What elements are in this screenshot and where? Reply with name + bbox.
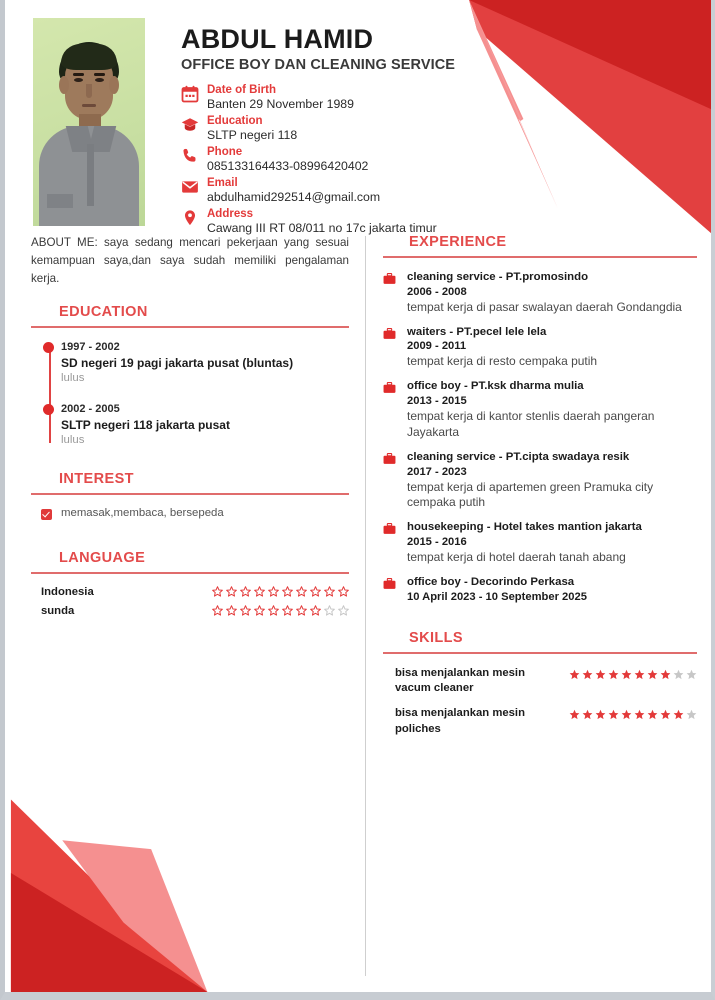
section-title-education: EDUCATION bbox=[59, 303, 148, 320]
contact-label: Phone bbox=[207, 146, 243, 159]
about-me-text: ABOUT ME: saya sedang mencari pekerjaan yang sesuai kemampuan saya,dan saya sudah memiliki pengalaman kerja. bbox=[31, 236, 349, 285]
education-item bbox=[61, 402, 349, 448]
experience-date: 10 April 2023 - 10 September 2025 bbox=[407, 590, 587, 603]
experience-title: waiters - PT.pecel lele lela bbox=[407, 325, 547, 338]
experience-item bbox=[383, 325, 697, 371]
section-rule bbox=[383, 652, 697, 654]
interest-label: memasak,membaca, bersepeda bbox=[61, 506, 224, 519]
experience-item bbox=[383, 520, 697, 566]
experience-desc: tempat kerja di kantor stenlis daerah pangeran Jayakarta bbox=[407, 409, 655, 439]
timeline-dot-icon bbox=[43, 342, 54, 353]
calendar-icon bbox=[181, 85, 199, 103]
experience-item bbox=[383, 270, 697, 316]
contact-label: Address bbox=[207, 208, 254, 221]
experience-date: 2017 - 2023 bbox=[407, 465, 467, 478]
experience-title: housekeeping - Hotel takes mantion jakarta bbox=[407, 521, 642, 534]
experience-date: 2006 - 2008 bbox=[407, 285, 467, 298]
language-row bbox=[31, 586, 349, 598]
experience-title: cleaning service - PT.cipta swadaya resik bbox=[407, 450, 630, 463]
deco-triangle-bottom-light bbox=[62, 840, 207, 992]
header bbox=[33, 12, 693, 236]
skill-name: bisa menjalankan mesin vacum cleaner bbox=[395, 666, 525, 695]
checkbox-icon bbox=[41, 509, 52, 520]
section-title-experience: EXPERIENCE bbox=[409, 234, 507, 250]
phone-icon bbox=[181, 147, 199, 165]
education-note: lulus bbox=[61, 434, 85, 447]
section-rule bbox=[31, 572, 349, 574]
experience-date: 2015 - 2016 bbox=[407, 536, 467, 549]
timeline-dot-icon bbox=[43, 404, 54, 415]
skills-section bbox=[383, 630, 697, 737]
language-section bbox=[31, 550, 349, 617]
skill-rating bbox=[569, 709, 697, 720]
language-row bbox=[31, 605, 349, 617]
education-date: 2002 - 2005 bbox=[61, 403, 120, 416]
experience-date: 2009 - 2011 bbox=[407, 340, 467, 353]
contact-value: Cawang III RT 08/011 no 17c jakarta timur bbox=[207, 221, 437, 236]
experience-title: office boy - Decorindo Perkasa bbox=[407, 575, 575, 588]
section-rule bbox=[383, 256, 697, 258]
education-note: lulus bbox=[61, 371, 85, 384]
experience-section bbox=[383, 234, 697, 604]
envelope-icon bbox=[181, 178, 199, 196]
location-pin-icon bbox=[181, 209, 199, 227]
contact-value: Banten 29 November 1989 bbox=[207, 97, 354, 112]
experience-desc: tempat kerja di apartemen green Pramuka city cempaka putih bbox=[407, 479, 654, 510]
briefcase-icon bbox=[383, 452, 396, 464]
briefcase-icon bbox=[383, 522, 396, 534]
job-title: OFFICE BOY DAN CLEANING SERVICE bbox=[181, 57, 456, 74]
section-title-language: LANGUAGE bbox=[59, 549, 146, 566]
page-title: ABDUL HAMID bbox=[181, 24, 374, 54]
deco-triangle-bottom-dark bbox=[11, 873, 207, 992]
section-rule bbox=[31, 493, 349, 495]
briefcase-icon bbox=[383, 577, 396, 589]
experience-item bbox=[383, 575, 697, 604]
contact-label: Date of Birth bbox=[207, 84, 276, 97]
contact-row-phone bbox=[181, 146, 561, 176]
language-name: sunda bbox=[41, 604, 75, 617]
left-column bbox=[31, 234, 349, 624]
contact-value: SLTP negeri 118 bbox=[207, 128, 298, 143]
education-timeline bbox=[31, 340, 349, 449]
avatar bbox=[33, 18, 145, 226]
experience-desc: tempat kerja di hotel daerah tanah abang bbox=[407, 550, 626, 565]
contact-value: 085133164433-08996420402 bbox=[207, 159, 369, 174]
section-title-interest: INTEREST bbox=[59, 470, 134, 487]
contact-row-education bbox=[181, 115, 561, 145]
language-rating bbox=[212, 605, 349, 616]
graduation-cap-icon bbox=[181, 116, 199, 134]
interest-item bbox=[31, 507, 349, 520]
contact-row-date-of-birth bbox=[181, 84, 561, 114]
header-info bbox=[181, 12, 561, 239]
experience-title: cleaning service - PT.promosindo bbox=[407, 271, 589, 283]
contact-value: abdulhamid292514@gmail.com bbox=[207, 190, 381, 205]
experience-title: office boy - PT.ksk dharma mulia bbox=[407, 380, 584, 393]
contact-label: Email bbox=[207, 177, 238, 190]
experience-desc: tempat kerja di pasar swalayan daerah Gondangdia bbox=[407, 299, 682, 314]
education-item bbox=[61, 340, 349, 386]
skill-rating bbox=[569, 669, 697, 680]
experience-item bbox=[383, 450, 697, 511]
language-name: Indonesia bbox=[41, 585, 94, 598]
language-rating bbox=[212, 586, 349, 597]
briefcase-icon bbox=[383, 381, 396, 393]
experience-date: 2013 - 2015 bbox=[407, 395, 467, 408]
contact-row-email bbox=[181, 177, 561, 207]
deco-triangle-bottom-mid bbox=[11, 800, 207, 992]
education-date: 1997 - 2002 bbox=[61, 340, 120, 353]
contact-label: Education bbox=[207, 115, 263, 128]
education-place: SLTP negeri 118 jakarta pusat bbox=[61, 418, 230, 433]
experience-list bbox=[383, 270, 697, 604]
section-rule bbox=[31, 326, 349, 328]
section-title-skills: SKILLS bbox=[409, 629, 463, 646]
right-column bbox=[383, 234, 697, 747]
skill-name: bisa menjalankan mesin poliches bbox=[395, 707, 525, 735]
skill-row bbox=[383, 666, 697, 697]
column-divider bbox=[365, 236, 366, 976]
briefcase-icon bbox=[383, 327, 396, 339]
experience-item bbox=[383, 379, 697, 440]
experience-desc: tempat kerja di resto cempaka putih bbox=[407, 354, 598, 369]
skill-row bbox=[383, 706, 697, 737]
briefcase-icon bbox=[383, 272, 396, 284]
education-section bbox=[31, 304, 349, 449]
timeline-line bbox=[49, 344, 51, 443]
contact-list bbox=[181, 84, 561, 238]
education-place: SD negeri 19 pagi jakarta pusat (bluntas) bbox=[61, 355, 294, 370]
interest-section bbox=[31, 471, 349, 520]
